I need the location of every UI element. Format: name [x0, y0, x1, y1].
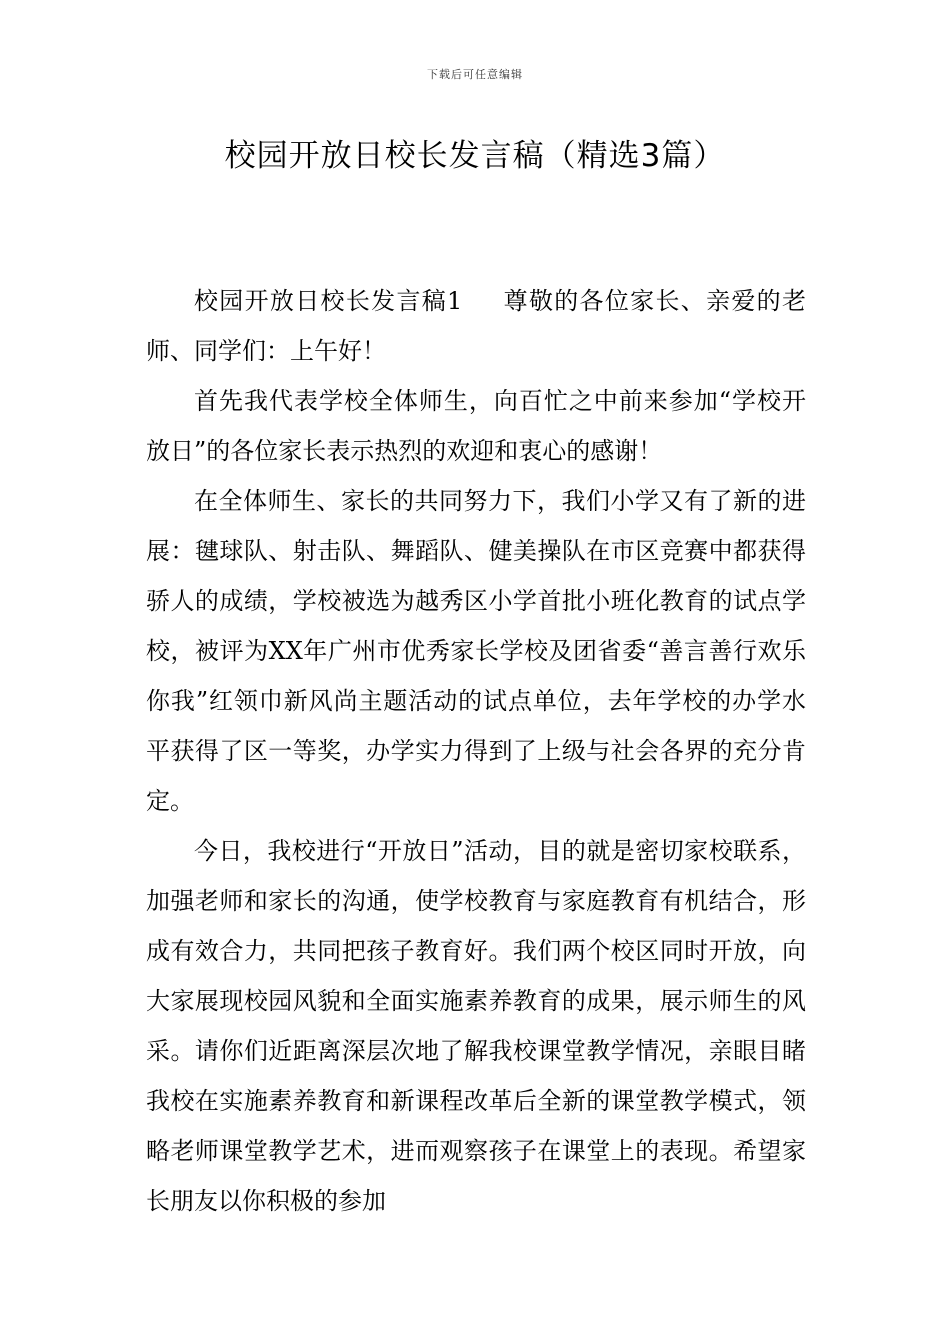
paragraph-1 [146, 276, 806, 376]
paragraph-4: 今日，我校进行“开放日”活动，目的就是密切家校联系，加强老师和家长的沟通，使学校教育与家庭教育有机结合，形成有效合力，共同把孩子教育好。我们两个校区同时开放，向大家展现校园风貌和全面实施素养教育的成果，展示师生的风采。请你们近距离深层次地了解我校课堂教学情况，亲眼目睹我校在实施素养教育和新课程改革后全新的课堂教学模式，领略老师课堂教学艺术，进而观察孩子在课堂上的表现。希望家长朋友以你积极的参加 [146, 837, 806, 1215]
paragraph-1-lead: 校园开放日校长发言稿1 [194, 287, 463, 315]
paragraph-3: 在全体师生、家长的共同努力下，我们小学又有了新的进展：毽球队、射击队、舞蹈队、健美操队在市区竞赛中都获得骄人的成绩，学校被选为越秀区小学首批小班化教育的试点学校，被评为XX年广州市优秀家长学校及团省委“善言善行欢乐你我”红领巾新风尚主题活动的试点单位，去年学校的办学水平获得了区一等奖，办学实力得到了上级与社会各界的充分肯定。 [146, 487, 806, 815]
header-note: 下载后可任意编辑 [427, 68, 523, 81]
document-title: 校园开放日校长发言稿（精选3篇） [224, 138, 726, 174]
paragraph-2: 首先我代表学校全体师生，向百忙之中前来参加“学校开放日”的各位家长表示热烈的欢迎和衷心的感谢！ [146, 387, 806, 465]
document-body [146, 276, 806, 1226]
paragraph-1-text: 尊敬的各位家长、亲爱的老师、同学们：上午好！ [146, 287, 806, 365]
